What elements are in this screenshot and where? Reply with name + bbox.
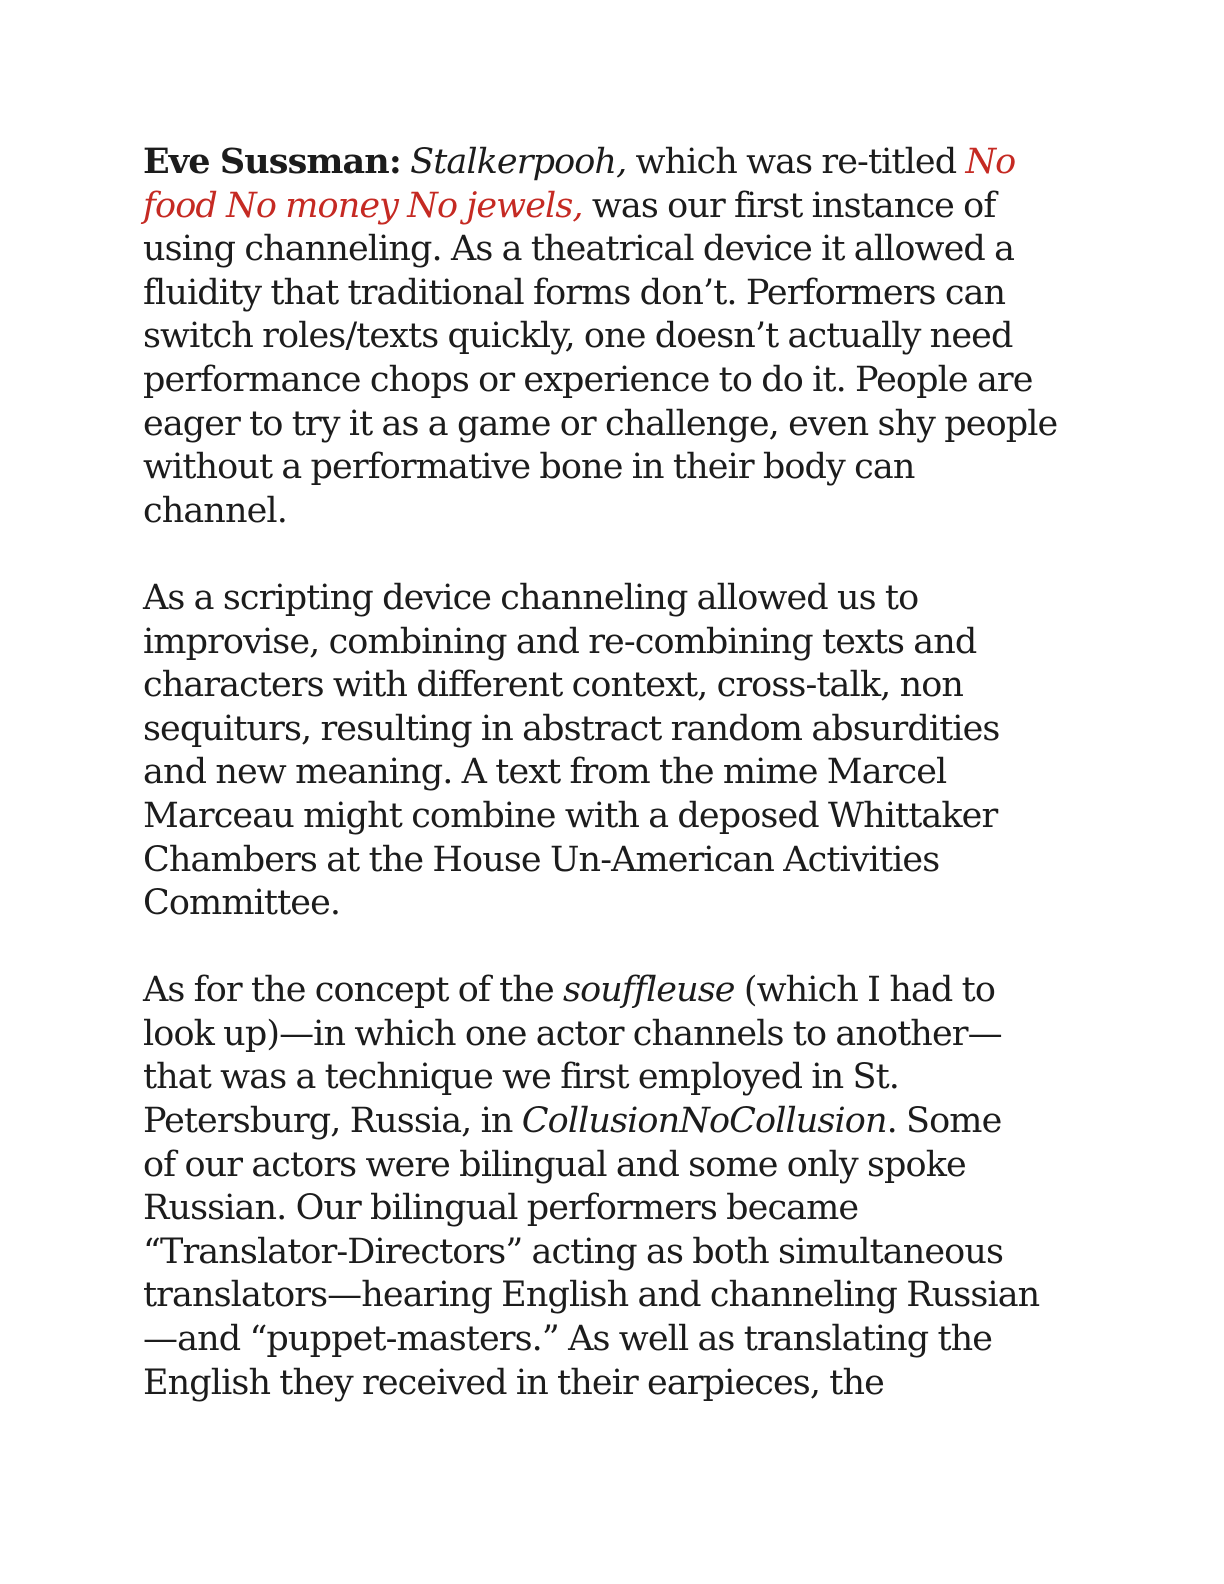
text-run: eager to try it as a game or challenge, even shy people — [143, 403, 1058, 444]
text-line — [143, 969, 1073, 1013]
text-run: look up)—in which one actor channels to another— — [143, 1013, 1002, 1054]
text-line — [143, 1187, 1073, 1231]
text-line — [143, 1056, 1073, 1100]
italic-text: Stalkerpooh, — [410, 142, 627, 182]
text-run: As for the concept of the — [143, 970, 564, 1011]
text-run — [401, 142, 410, 182]
text-line — [143, 446, 1073, 490]
text-line — [143, 621, 1073, 665]
text-line — [143, 1231, 1073, 1275]
text-run: As a scripting device channeling allowed us to — [143, 577, 919, 618]
text-run: Russian. Our bilingual performers became — [143, 1188, 859, 1229]
body-text — [143, 140, 1073, 1405]
text-run: English they received in their earpieces, the — [143, 1362, 884, 1403]
text-run: was our first instance of — [582, 185, 996, 226]
text-run: improvise, combining and re-combining texts and — [143, 621, 977, 662]
text-line — [143, 140, 1073, 185]
text-line — [143, 1274, 1073, 1318]
text-run: which was re-titled — [626, 142, 966, 182]
paragraph — [143, 577, 1073, 926]
text-line — [143, 1144, 1073, 1188]
text-line — [143, 185, 1073, 229]
text-run: Marceau might combine with a deposed Whittaker — [143, 795, 998, 836]
text-run: fluidity that traditional forms don’t. Performers can — [143, 272, 1006, 313]
text-run: —and “puppet-masters.” As well as translating the — [143, 1319, 993, 1360]
text-line — [143, 1013, 1073, 1057]
paragraph — [143, 140, 1073, 533]
text-line — [143, 490, 1073, 534]
text-run: translators—hearing English and channeling Russian — [143, 1275, 1040, 1316]
text-line — [143, 839, 1073, 883]
paragraph — [143, 969, 1073, 1405]
text-run: performance chops or experience to do it. People are — [143, 359, 1033, 400]
italic-text: souffleuse — [563, 970, 735, 1011]
text-line — [143, 359, 1073, 403]
highlighted-title: food No money No jewels, — [143, 185, 583, 226]
text-line — [143, 1318, 1073, 1362]
text-line — [143, 1100, 1073, 1144]
text-run: that was a technique we first employed in St. — [143, 1057, 899, 1098]
text-line — [143, 1362, 1073, 1406]
text-run: of our actors were bilingual and some only spoke — [143, 1144, 966, 1185]
text-run: “Translator-Directors” acting as both simultaneous — [143, 1231, 1004, 1272]
speaker-name: Eve Sussman: — [143, 141, 401, 182]
text-run: characters with different context, cross-talk, non — [143, 665, 964, 706]
text-run: without a performative bone in their body can — [143, 447, 915, 488]
text-line — [143, 795, 1073, 839]
text-line — [143, 751, 1073, 795]
text-run: and new meaning. A text from the mime Marcel — [143, 752, 947, 793]
text-run: sequiturs, resulting in abstract random absurdities — [143, 708, 1000, 749]
text-line — [143, 272, 1073, 316]
text-run: using channeling. As a theatrical device it allowed a — [143, 229, 1015, 270]
text-run: switch roles/texts quickly, one doesn’t actually need — [143, 316, 1013, 357]
text-run: Petersburg, Russia, in — [143, 1101, 522, 1142]
text-line — [143, 664, 1073, 708]
text-line — [143, 708, 1073, 752]
text-line — [143, 577, 1073, 621]
text-run: (which I had to — [734, 970, 995, 1011]
text-run: channel. — [143, 490, 287, 531]
text-line — [143, 403, 1073, 447]
italic-text: CollusionNoCollusion — [521, 1101, 887, 1142]
highlighted-title: No — [965, 142, 1016, 182]
text-line — [143, 228, 1073, 272]
text-line — [143, 882, 1073, 926]
text-run: Committee. — [143, 883, 341, 924]
text-line — [143, 315, 1073, 359]
text-run: . Some — [886, 1101, 1002, 1142]
text-run: Chambers at the House Un-American Activities — [143, 839, 940, 880]
document-page — [143, 140, 1073, 1449]
